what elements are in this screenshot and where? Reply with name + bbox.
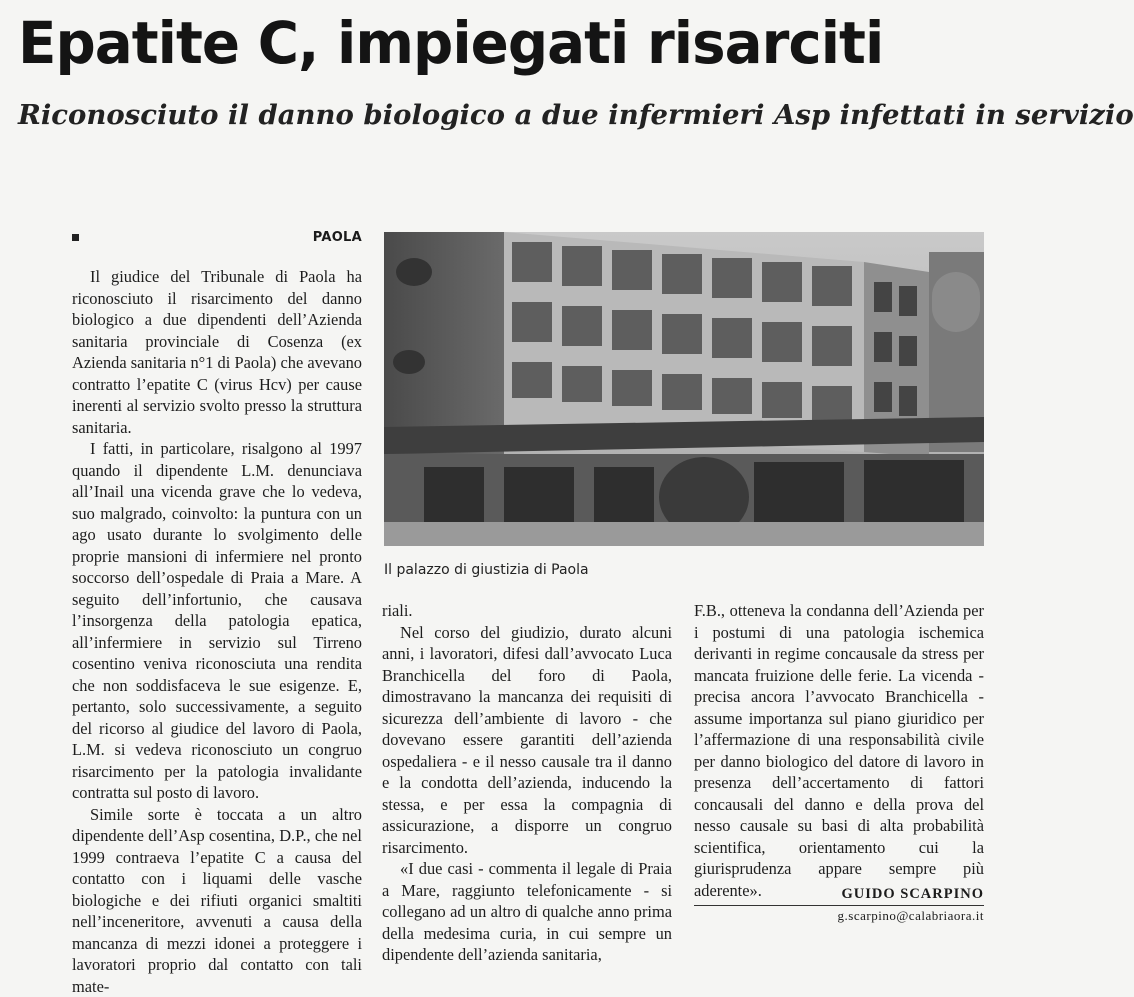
subheadline: Riconosciuto il danno biologico a due infermieri Asp infettati in servizio xyxy=(18,92,993,138)
paragraph: I fatti, in particolare, risalgono al 1997 quando il dipendente L.M. denunciava all’Inail una vicenda grave che lo vedeva, suo malgrado, coinvolto: la puntura con un ago usato durante lo svolgimento delle proprie mansioni di infermiere nel pronto soccorso dell’ospedale di Praia a Mare. A seguito dell’infortunio, che causava l’insorgenza della patologia epatica, all’infermiere in servizio sul Tirreno cosentino veniva riconosciuta una rendita che non soddisfaceva le sue esigenze. E, pertanto, solo successivamente, a seguito del ricorso al giudice del lavoro di Paola, L.M. si vedeva riconosciuto un congruo risarcimento per la patologia invalidante contratta sul posto di lavoro. xyxy=(72,438,362,804)
author-email: g.scarpino@calabriaora.it xyxy=(694,908,984,924)
paragraph: Simile sorte è toccata a un altro dipendente dell’Asp cosentina, D.P., che nel 1999 contraeva l’epatite C a causa del contatto con i liquami delle vasche biologiche e dei rifiuti organici smaltiti nell’inceneritore, avvenuti a causa della mancanza di mezzi idonei a proteggere i lavoratori proprio dal contatto con tali mate- xyxy=(72,804,362,997)
article-column-2 xyxy=(382,600,672,920)
photo-caption: Il palazzo di giustizia di Paola xyxy=(384,562,984,578)
paragraph: Il giudice del Tribunale di Paola ha riconosciuto il risarcimento del danno biologico a due dipendenti dell’Azienda sanitaria provinciale di Cosenza (ex Azienda sanitaria n°1 di Paola) che avevano contratto l’epatite C (virus Hcv) per cause inerenti al servizio svolto presso la struttura sanitaria. xyxy=(72,266,362,438)
paragraph: «I due casi - commenta il legale di Praia a Mare, raggiunto telefonicamente - si collegano ad un altro di qualche anno prima della medesima curia, in cui sempre un dipendente dell’azienda sanitaria, xyxy=(382,858,672,966)
divider xyxy=(694,905,984,906)
headline: Epatite C, impiegati risarciti xyxy=(18,6,964,80)
article-column-3 xyxy=(694,600,984,886)
byline: GUIDO SCARPINO xyxy=(694,886,984,903)
courthouse-photo xyxy=(384,232,984,546)
section-marker xyxy=(72,234,79,241)
article-column-1 xyxy=(72,266,362,956)
dateline: PAOLA xyxy=(300,230,362,245)
paragraph: F.B., otteneva la condanna dell’Azienda per i postumi di una patologia ischemica derivanti in regime concausale da stress per mancata fruizione delle ferie. La vicenda - precisa ancora l’avvocato Branchicella - assume importanza sul piano giuridico per l’affermazione di una responsabilità civile per danno biologico del datore di lavoro in presenza dell’accertamento di fattori concausali del danno e della prova del nesso causale su basi di alta probabilità scientifica, orientamento cui la giurisprudenza appare sempre più aderente». xyxy=(694,600,984,901)
paragraph: Nel corso del giudizio, durato alcuni anni, i lavoratori, difesi dall’avvocato Luca Branchicella del foro di Paola, dimostravano la mancanza dei requisiti di sicurezza dell’ambiente di lavoro - che dovevano essere garantiti dell’azienda ospedaliera - e il nesso causale tra il danno e la condotta dell’azienda, inducendo la stessa, e per essa la compagnia di assicurazione, a disporre un congruo risarcimento. xyxy=(382,622,672,859)
paragraph: riali. xyxy=(382,600,672,622)
